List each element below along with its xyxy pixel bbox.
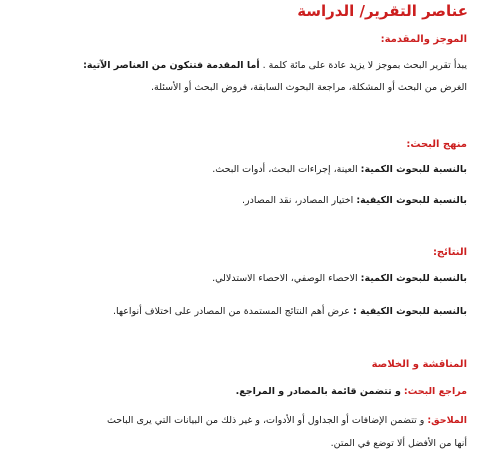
appendix-label: الملاحق: xyxy=(427,415,467,426)
method-heading: منهج البحث: xyxy=(406,139,467,150)
results-quant-line xyxy=(212,272,467,286)
appendix-line-1 xyxy=(107,414,467,428)
intro-line-1 xyxy=(83,59,467,73)
results-qual-line xyxy=(113,305,467,319)
results-heading: النتائج: xyxy=(432,247,467,258)
appendix-text-1: و تتضمن الإضافات أو الجداول أو الأدوات، و غير ذلك من البيانات التي يرى الباحث xyxy=(106,415,425,426)
intro-line-2: الغرض من البحث أو المشكلة، مراجعة البحوث السابقة، فروض البحث أو الأسئلة. xyxy=(150,82,467,93)
method-qual-line xyxy=(242,194,467,208)
intro-line-1-bold: أما المقدمة فتتكون من العناصر الآتية: xyxy=(83,60,260,71)
intro-heading: الموجز والمقدمة: xyxy=(380,34,467,45)
references-label: مراجع البحث: xyxy=(403,386,467,397)
method-quant-text: العينة، إجراءات البحث، أدوات البحث. xyxy=(212,164,358,175)
discussion-heading: المناقشة و الخلاصة xyxy=(371,359,467,370)
references-text: و تتضمن قائمة بالمصادر و المراجع. xyxy=(235,386,401,397)
results-qual-label: بالنسبة للبحوث الكيفية : xyxy=(353,306,467,317)
appendix-line-2: أنها من الأفضل ألا توضع في المتن. xyxy=(330,438,467,449)
method-quant-line xyxy=(212,163,467,177)
method-qual-label: بالنسبة للبحوث الكيفية: xyxy=(356,195,467,206)
method-quant-label: بالنسبة للبحوث الكمية: xyxy=(360,164,467,175)
results-quant-label: بالنسبة للبحوث الكمية: xyxy=(360,273,467,284)
results-quant-text: الاحصاء الوصفي، الاحصاء الاستدلالي. xyxy=(212,273,358,284)
references-line xyxy=(236,385,467,399)
page-title: عناصر التقرير/ الدراسة xyxy=(297,2,468,20)
results-qual-text: عرض أهم النتائج المستمدة من المصادر على اختلاف أنواعها. xyxy=(112,306,350,317)
method-qual-text: اختيار المصادر، نقد المصادر. xyxy=(242,195,354,206)
intro-line-1-text: يبدأ تقرير البحث بموجز لا يزيد عادة على مائة كلمة . xyxy=(262,60,467,71)
